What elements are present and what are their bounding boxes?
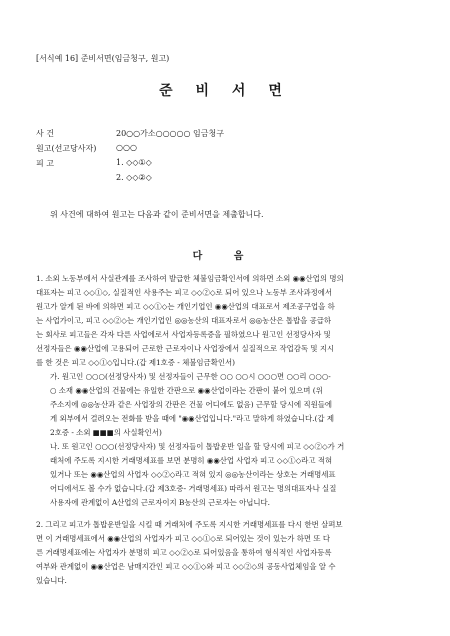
text-line: 는 사업가이고, 피고 ◇◇②◇는 개인기업인 ◎◎농산의 대표자로서 ◎◎농산은 톱밥을 공급하: [36, 316, 332, 325]
party-label: 피 고: [36, 159, 54, 168]
text-line: 대표자는 피고 ◇◇①◇, 실질적인 사용주는 피고 ◇◇②◇로 되어 있으나 노동부 조사과정에서: [36, 288, 333, 297]
text-line: 어디에서도 볼 수가 없습니다.(갑 제3호증- 거래명세표) 따라서 원고는 명의대표자나 실질: [50, 484, 337, 493]
section-title: 다 음: [192, 251, 258, 262]
sub-paragraph-ga: [50, 370, 334, 440]
text-line: 른 거래명세표에는 사업자가 분명히 피고 ◇◇②◇로 되어있음을 통하여 형식적인 사업자등록: [36, 548, 332, 557]
text-line: 2. 그리고 피고가 톱밥운반일을 시킬 때 거래처에 주도록 지시한 거래명세표를 다시 한번 살펴보: [36, 520, 343, 529]
intro-sentence: 위 사건에 대하여 원고는 다음과 같이 준비서면을 제출합니다.: [50, 210, 264, 219]
party-value: 20○○가소○○○○○ 임금청구: [116, 129, 224, 138]
text-line: 있습니다.: [36, 576, 67, 585]
text-line: 원고가 알게 된 바에 의하면 피고 ◇◇①◇는 개인기업인 ◉◉산업의 대표로서 제조공구업을 하: [36, 302, 335, 311]
form-label: [서식예 16] 준비서면(임금청구, 원고): [36, 54, 170, 63]
party-value: 1. ◇◇①◇: [116, 158, 152, 167]
sub-paragraph-na: [50, 440, 344, 510]
text-line: 있거나 또는 ◉◉산업의 사업자 ◇◇②◇라고 적혀 있지 ◎◎농산이라는 상호는 거래명세표: [50, 470, 336, 479]
text-line: 래처에 주도록 지시한 거래명세표를 보면 분명히 ◉◉산업 사업자 피고 ◇◇①◇라고 적혀: [50, 456, 333, 465]
text-line: 여부와 관계없이 ◉◉산업은 남매지간인 피고 ◇◇①◇와 피고 ◇◇②◇의 공동사업체임을 알 수: [36, 562, 336, 571]
text-line: 사용자에 관계없이 A산업의 근로자이지 B농산의 근로자는 아닙니다.: [50, 498, 270, 507]
party-label: 원고(선고당사자): [36, 144, 97, 153]
text-line: 를 한 것은 피고 ◇◇①◇입니다.(갑 제1호증 - 체불임금확인서): [36, 358, 235, 367]
text-line: 나. 또 원고인 ○○○(선정당사자) 및 선정자들이 톱밥운반 일을 할 당시에 피고 ◇◇②◇가 거: [50, 442, 345, 451]
paragraph-1: [36, 272, 344, 370]
text-line: ○ 소재 ◉◉산업의 건물에는 유일한 간판으로 ◉◉산업이라는 간판이 붙어 있으며 (위: [50, 386, 323, 395]
document-title: 준 비 서 면: [159, 83, 291, 99]
text-line: 1. 소외 노동부에서 사실관계를 조사하여 발급한 체불임금확인서에 의하면 소외 ◉◉산업의 명의: [36, 274, 344, 283]
text-line: 가. 원고인 ○○○(선정당사자) 및 선정자들이 근무한 ○○ ○○시 ○○○면 ○○리 ○○○-: [50, 372, 331, 381]
party-label: 사 건: [36, 129, 54, 138]
text-line: 2호증 - 소외 ■■■의 사실확인서): [50, 428, 162, 437]
party-value: ○○○: [116, 143, 137, 152]
text-line: 는 회사로 피고들은 각자 다른 사업에로서 사업자등록증을 필하였으나 원고인 선정당사자 및: [36, 330, 331, 339]
text-line: 면 이 거래명세표에서 ◉◉산업의 사업자가 피고 ◇◇①◇로 되어있는 것이 있는가 하면 또 다: [36, 534, 330, 543]
text-line: 선정자들은 ◉◉산업에 고용되어 근로한 근로자이나 사업장에서 실질적으로 작업감독 및 지시: [36, 344, 335, 353]
party-value: 2. ◇◇②◇: [116, 173, 152, 182]
text-line: 게 외부에서 걸려오는 전화를 받을 때에 "◉◉산업입니다."라고 말하게 하였습니다.(갑 제: [50, 414, 335, 423]
paragraph-2: [36, 518, 343, 588]
text-line: 주소지에 ◎◎농산과 같은 사업장의 간판은 건물 어디에도 없음) 근무할 당시에 직원들에: [50, 400, 333, 409]
